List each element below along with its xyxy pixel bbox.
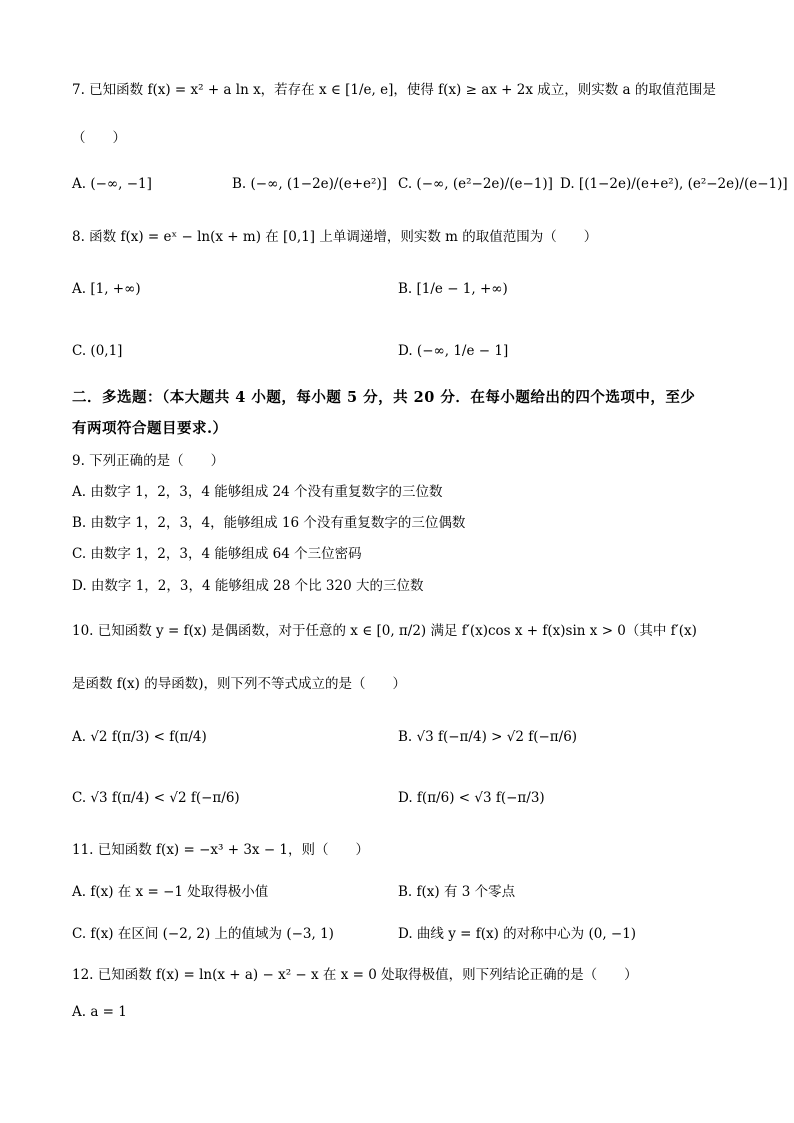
q7-option-b: B. (−∞, (1−2e)/(e+e²)] <box>232 176 387 192</box>
q10-option-d: D. f(π/6) < √3 f(−π/3) <box>398 790 545 806</box>
q11-option-a: A. f(x) 在 x = −1 处取得极小值 <box>72 884 269 900</box>
q9-option-b: B. 由数字 1，2，3，4，能够组成 16 个没有重复数字的三位偶数 <box>72 515 466 531</box>
q10-stem: 10. 已知函数 y = f(x) 是偶函数，对于任意的 x ∈ [0, π/2) 满足 f′(x)cos x + f(x)sin x > 0（其中 f′(x) <box>72 623 697 639</box>
q10-option-b: B. √3 f(−π/4) > √2 f(−π/6) <box>398 729 578 745</box>
q7-paren: （ ） <box>72 130 126 146</box>
q12-option-a: A. a = 1 <box>72 1004 127 1020</box>
q11-stem: 11. 已知函数 f(x) = −x³ + 3x − 1，则（ ） <box>72 842 370 858</box>
q8-option-a: A. [1, +∞) <box>72 281 141 297</box>
section-2-heading-cont: 有两项符合题目要求.） <box>72 420 228 437</box>
q12-stem: 12. 已知函数 f(x) = ln(x + a) − x² − x 在 x = 0 处取得极值，则下列结论正确的是（ ） <box>72 967 638 983</box>
q9-option-a: A. 由数字 1，2，3，4 能够组成 24 个没有重复数字的三位数 <box>72 484 443 500</box>
q7-option-a: A. (−∞, −1] <box>72 176 152 192</box>
q11-option-d: D. 曲线 y = f(x) 的对称中心为 (0, −1) <box>398 926 637 942</box>
q7-option-c: C. (−∞, (e²−2e)/(e−1)] <box>398 176 553 192</box>
q10-option-c: C. √3 f(π/4) < √2 f(−π/6) <box>72 790 240 806</box>
q7-stem: 7. 已知函数 f(x) = x² + a ln x，若存在 x ∈ [1/e, e]，使得 f(x) ≥ ax + 2x 成立，则实数 a 的取值范围是 <box>72 82 716 98</box>
q9-option-c: C. 由数字 1，2，3，4 能够组成 64 个三位密码 <box>72 546 362 562</box>
q7-option-d: D. [(1−2e)/(e+e²), (e²−2e)/(e−1)] <box>560 176 788 192</box>
q10-stem-cont: 是函数 f(x) 的导函数)，则下列不等式成立的是（ ） <box>72 676 406 692</box>
q11-option-c: C. f(x) 在区间 (−2, 2) 上的值域为 (−3, 1) <box>72 926 334 942</box>
q9-stem: 9. 下列正确的是（ ） <box>72 453 225 469</box>
q8-option-b: B. [1/e − 1, +∞) <box>398 281 508 297</box>
q8-stem: 8. 函数 f(x) = eˣ − ln(x + m) 在 [0,1] 上单调递增，则实数 m 的取值范围为（ ） <box>72 229 598 245</box>
q8-option-d: D. (−∞, 1/e − 1] <box>398 343 509 359</box>
q11-option-b: B. f(x) 有 3 个零点 <box>398 884 516 900</box>
q9-option-d: D. 由数字 1，2，3，4 能够组成 28 个比 320 大的三位数 <box>72 578 424 594</box>
q8-option-c: C. (0,1] <box>72 343 123 359</box>
q10-option-a: A. √2 f(π/3) < f(π/4) <box>72 729 207 745</box>
section-2-heading: 二．多选题：（本大题共 4 小题，每小题 5 分，共 20 分．在每小题给出的四个选项中，至少 <box>72 389 696 406</box>
